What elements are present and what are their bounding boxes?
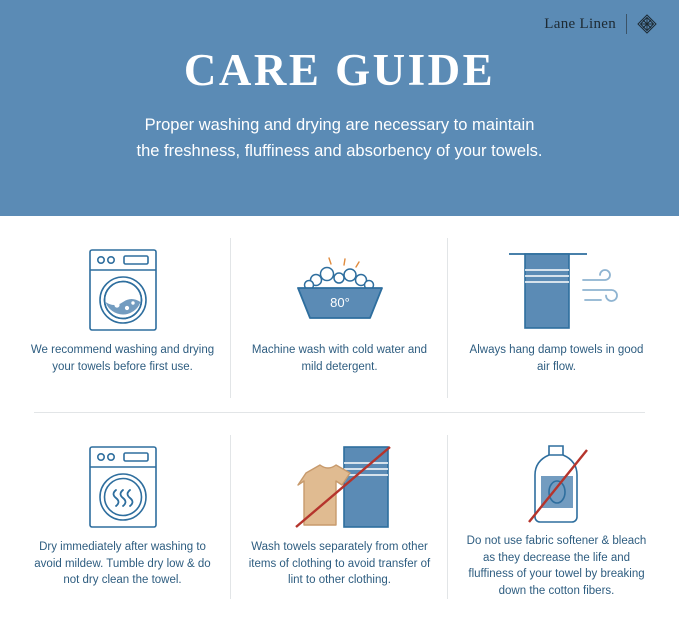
care-tip-wash-separately: [231, 413, 448, 613]
care-tip-text: Machine wash with cold water and mild detergent.: [251, 344, 428, 373]
care-tip-text: Dry immediately after washing to avoid mildew. Tumble dry low & do not dry clean the towel.: [34, 541, 211, 586]
care-tips-grid: [0, 216, 679, 613]
header-banner: [0, 0, 679, 216]
care-tip-air-dry: [448, 216, 665, 412]
wash-basin-temperature-icon: [282, 238, 398, 342]
care-tip-text: Do not use fabric softener & bleach as they decrease the life and fluffiness of your towel by breaking down the cotton fibers.: [466, 535, 647, 597]
care-tip-cold-wash: [231, 216, 448, 412]
care-tip-text: We recommend washing and drying your towels before first use.: [30, 344, 215, 373]
brand-divider: [626, 14, 627, 34]
linen-weave-logo-icon: [637, 14, 657, 34]
care-tip-pre-wash: [14, 216, 231, 412]
hanging-towel-airflow-icon: [487, 238, 627, 342]
washing-machine-icon: [80, 238, 166, 342]
wash-temperature-label: 80°: [329, 295, 350, 310]
care-tip-text: Always hang damp towels in good air flow.: [469, 344, 644, 373]
brand-name: Lane Linen: [544, 15, 616, 32]
care-tips-row-1: [14, 216, 665, 412]
page-subtitle: [0, 112, 679, 164]
no-mixed-laundry-icon: [270, 435, 410, 539]
care-tips-row-2: [14, 413, 665, 613]
subtitle-line-2: the freshness, fluffiness and absorbency of your towels.: [136, 142, 543, 160]
care-tip-no-softener: [448, 413, 665, 613]
subtitle-line-1: Proper washing and drying are necessary to maintain: [144, 116, 535, 134]
brand-lockup: [544, 14, 657, 34]
care-tip-text: Wash towels separately from other items of clothing to avoid transfer of lint to other clothing.: [248, 541, 431, 586]
care-tip-tumble-dry: [14, 413, 231, 613]
no-fabric-softener-icon: [509, 435, 605, 533]
page-title: CARE GUIDE: [183, 45, 496, 95]
tumble-dryer-icon: [80, 435, 166, 539]
